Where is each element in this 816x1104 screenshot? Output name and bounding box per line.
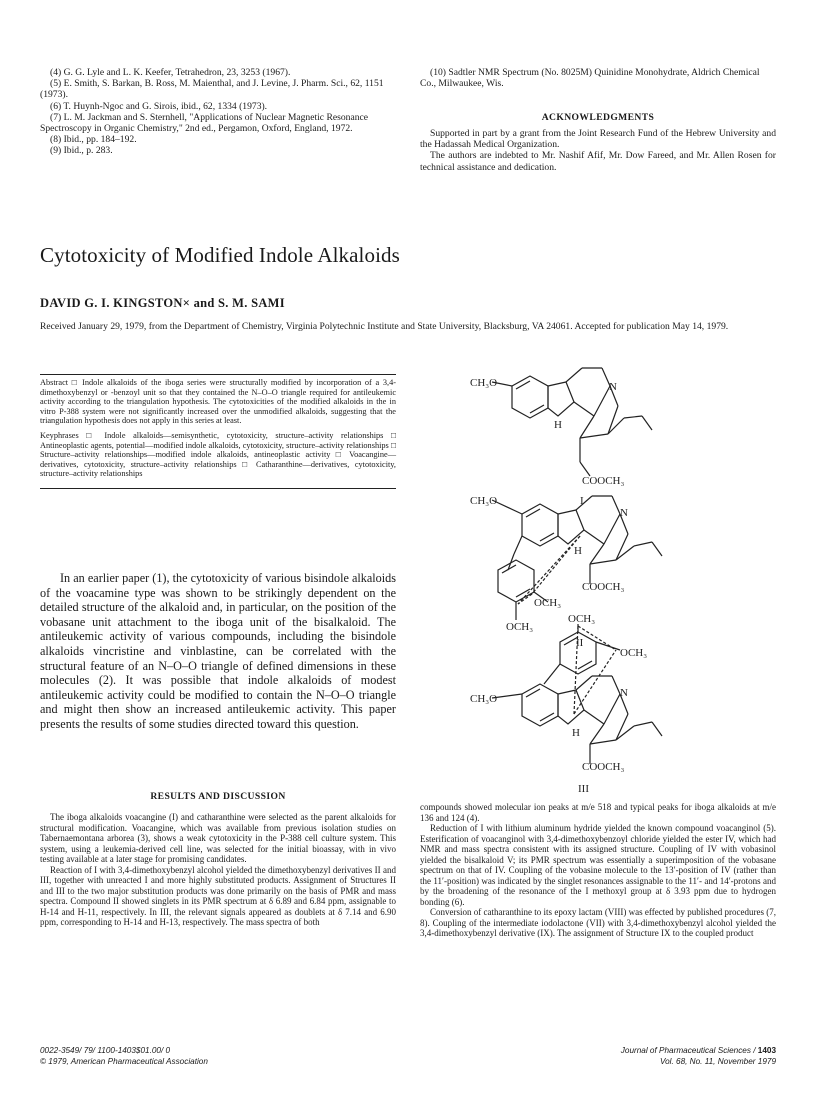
footer-journal-line [621, 1046, 776, 1057]
III-och3c: OCH₃ [620, 647, 648, 659]
abstract: Abstract □ Indole alkaloids of the iboga series were structurally modified by incorporation of a 3,4-dimethoxybenzyl or -benzoyl unit so that they contained the N–O–O triangle required for antileukemic activity according to the triangulation hypothesis. The cytotoxicities of the modified alkaloids in the in vitro P-388 system were not significantly increased over the unmodified alkaloids, suggesting that the triangulation hypothesis does not apply in this series at least. [40, 378, 396, 426]
III-och3b: OCH₃ [568, 613, 596, 625]
right-body-p1: compounds showed molecular ion peaks at m/e 518 and typical peaks for iboga alkaloids at m/e 136 and 124 (4). [420, 802, 776, 823]
II-och3c: OCH₃ [506, 621, 534, 633]
references-left [40, 67, 396, 157]
II-nh: H [574, 545, 582, 557]
footer-left [40, 1046, 208, 1067]
reference-4: (4) G. G. Lyle and L. K. Keefer, Tetrahedron, 23, 3253 (1967). [50, 67, 291, 78]
left-column-body [40, 812, 396, 928]
reference-7: (7) L. M. Jackman and S. Sternhell, "Applications of Nuclear Magnetic Resonance Spectroscopy in Organic Chemistry," 2nd ed., Pergamon, Oxford, England, 1972. [40, 111, 369, 135]
II-och3b: OCH₃ [534, 597, 562, 609]
page-number: 1403 [757, 1046, 776, 1055]
right-body-p3: Conversion of catharanthine to its epoxy lactam (VIII) was effected by published procedures (7, 8). Coupling of the intermediate iodolactone (VII) with 3,4-dimethoxybenzyl alcohol yielded the 3,4-dimethoxybenzyl derivative (IX). The assignment of Structure IX to the coupled product [420, 907, 776, 938]
structures-figure [470, 358, 800, 798]
III-nh: H [572, 727, 580, 739]
reference-10: (10) Sadtler NMR Spectrum (No. 8025M) Quinidine Monohydrate, Aldrich Chemical Co., Milwaukee, Wis. [420, 67, 760, 90]
structure-II [492, 496, 662, 620]
reference-6: (6) T. Huynh-Ngoc and G. Sirois, ibid., 62, 1334 (1973). [50, 100, 268, 112]
I-n: N [609, 381, 617, 393]
II-cooch3: COOCH₃ [582, 581, 625, 593]
III-n: N [620, 687, 628, 699]
I-cooch3: COOCH₃ [582, 475, 625, 487]
abstract-box [40, 374, 396, 489]
footer-journal: Journal of Pharmaceutical Sciences / [620, 1046, 758, 1055]
keyphrases: Keyphrases □ Indole alkaloids—semisynthetic, cytotoxicity, structure–activity relationships □ Antineoplastic agents, potential—modified indole alkaloids, cytotoxicity, structure–activity relationships □ Structure–activity relationships—modified indole alkaloids, antineoplastic activity □ Voacangine—derivatives, cytotoxicity, structure–activity relationships □ Catharanthine—derivatives, cytotoxicity, structure–activity relationships [40, 430, 396, 479]
footer-volume: Vol. 68, No. 11, November 1979 [659, 1056, 776, 1066]
reference-8: (8) Ibid., pp. 184–192. [50, 134, 137, 146]
III-och3: CH₃O [470, 693, 498, 705]
reference-5: (5) E. Smith, S. Barkan, B. Ross, M. Maienthal, and J. Levine, J. Pharm. Sci., 62, 1151 (1973). [40, 78, 384, 101]
III-label: III [578, 783, 589, 795]
II-och3: CH₃O [470, 495, 498, 507]
authors: DAVID G. I. KINGSTON× and S. M. SAMI [40, 296, 285, 310]
I-och3: CH₃O [470, 377, 498, 389]
III-cooch3: COOCH₃ [582, 761, 625, 773]
lead-paragraph [40, 571, 396, 732]
right-column-body [420, 802, 776, 939]
acknowledgments-body [420, 128, 776, 173]
acknowledgments-p1: Supported in part by a grant from the Joint Research Fund of the Hebrew University and the Hadassah Medical Organization. [420, 128, 776, 151]
footer-issn: 0022-3549/ 79/ 1100-1403$01.00/ 0 [40, 1046, 171, 1055]
left-body-p2: Reaction of I with 3,4-dimethoxybenzyl alcohol yielded the dimethoxybenzyl derivatives II and III, together with unreacted I and more highly substituted products. Assignment of Structures II and III to the two major substitution products was done primarily on the basis of PMR and mass spectra. Compound II showed singlets in its PMR spectrum at δ 6.89 and 6.84 ppm, assignable to H-14 and H-11, respectively. In III, the relevant signals appeared as doublets at δ 7.14 and 6.90 ppm, corresponding to H-14 and H-13, respectively. The mass spectra of both [40, 864, 396, 927]
footer-copyright: © 1979, American Pharmaceutical Association [40, 1056, 208, 1066]
left-body-p1: The iboga alkaloids voacangine (I) and catharanthine were selected as the parent alkaloids for structural modification. Voacangine, which was available from previous isolation studies on Tabernaemontana arborea (3), shows a weak cytotoxicity in the P-388 cell culture system. This system, using a leukemia-derived cell line, was selected for the initial bioassay, with in vivo testing available at a later stage for promising candidates. [40, 812, 396, 864]
footer-right [621, 1046, 776, 1067]
II-n: N [620, 507, 628, 519]
acknowledgments-p2: The authors are indebted to Mr. Nashif Afif, Mr. Dow Fareed, and Mr. Allen Rosen for technical assistance and dedication. [420, 150, 776, 173]
acknowledgments-heading: ACKNOWLEDGMENTS [541, 112, 655, 123]
article-title: Cytotoxicity of Modified Indole Alkaloids [40, 243, 400, 267]
II-label: II [576, 637, 584, 649]
received-line: Received January 29, 1979, from the Department of Chemistry, Virginia Polytechnic Institute and State University, Blacksburg, VA 24061. Accepted for publication May 14, 1979. [40, 321, 729, 332]
right-body-p2: Reduction of I with lithium aluminum hydride yielded the known compound voacanginol (5). Esterification of voacanginol with 3,4-dimethoxybenzoyl chloride yielded the ester IV, which had NMR and mass spectra consistent with its assigned structure. Coupling of IV with vobasinol yielded the bisalkaloid V; its PMR spectrum was essentially a superimposition of the vobasane spectrum on that of IV. Coupling of the vobasine molecule to the 13′-position of IV (rather than the 11′-position) was indicated by the singlet resonances assignable to the 11′- and 14′-protons and by the broadening of the resonance of the I methoxyl group at δ 3.93 ppm due to hydrogen bonding (6). [420, 823, 776, 907]
lead-text: In an earlier paper (1), the cytotoxicity of various bisindole alkaloids of the voacamine type was shown to be strikingly dependent on the detailed structure of the alkaloid and, in particular, on the position of the vobasane unit attachment to the iboga unit of the bisalkaloid. The antileukemic activity of various compounds, including the bisindole alkaloids vincristine and vinblastine, can be correlated with the structural feature of an N–O–O triangle of defined dimensions in these molecules (2). It was possible that indole alkaloids of modest antileukemic activity could be modified to contain the N–O–O triangle and might then show an increased antileukemic activity. This paper presents the results of some studies directed toward this question. [40, 571, 396, 731]
I-nh: H [554, 419, 562, 431]
structure-I [492, 368, 652, 476]
section-heading: RESULTS AND DISCUSSION [150, 791, 286, 802]
I-label: I [580, 495, 584, 507]
reference-9: (9) Ibid., p. 283. [50, 145, 113, 157]
